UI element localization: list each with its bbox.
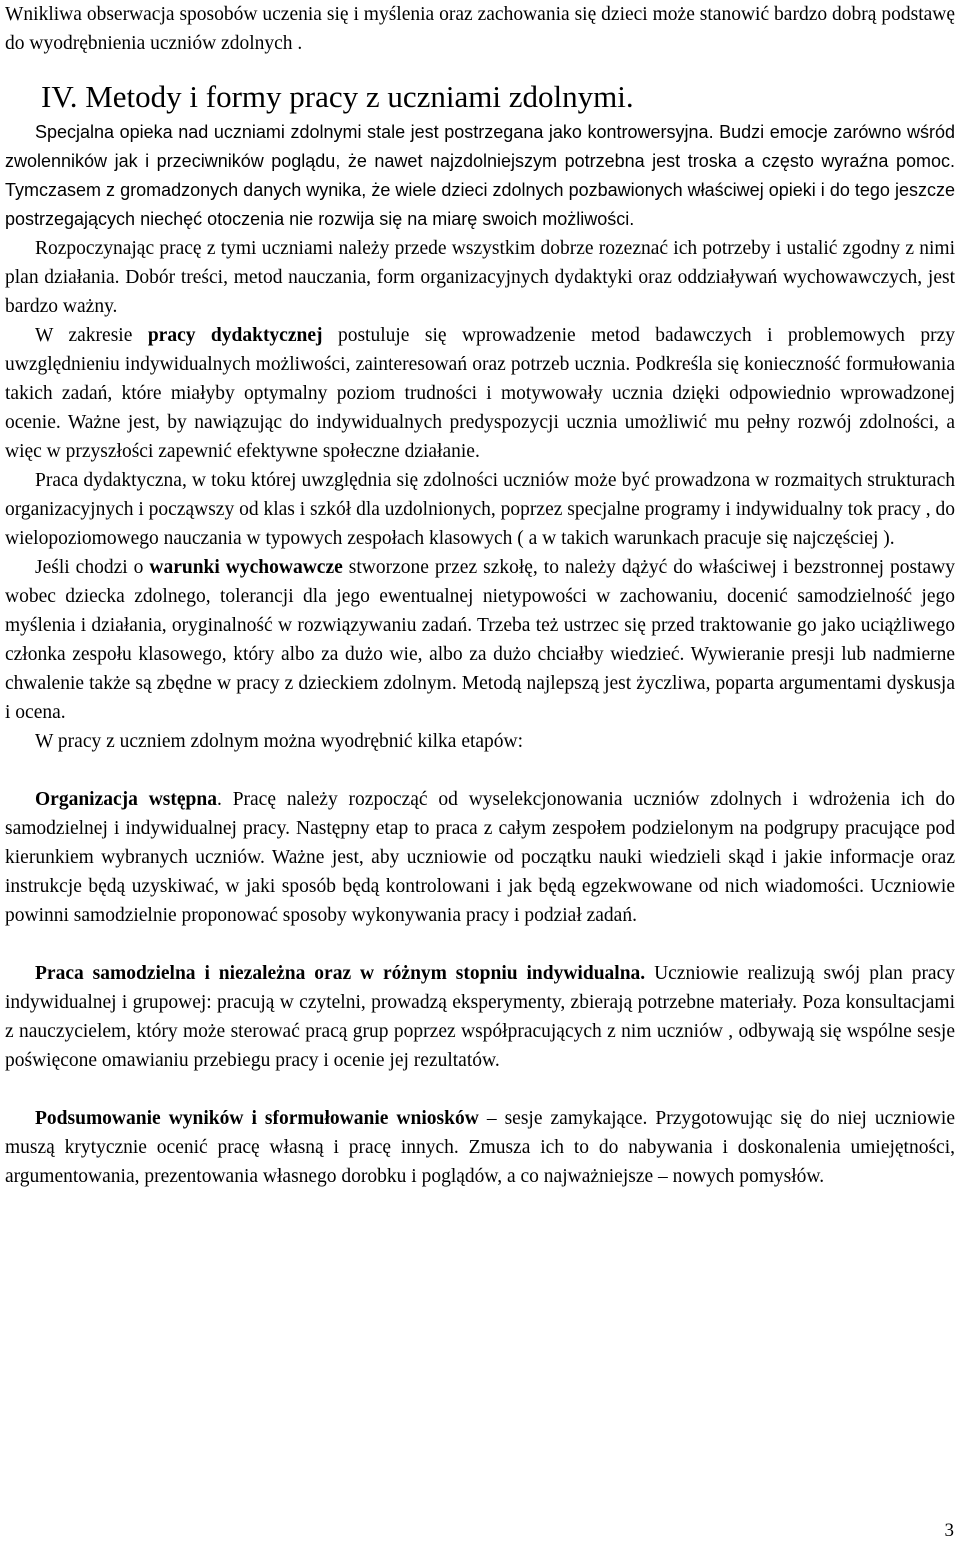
stage-3-title: Podsumowanie wyników i sformułowanie wniosków [35,1108,479,1129]
spacer [5,756,955,785]
paragraph-3-start: W zakresie [35,325,148,346]
paragraph-1-cont: Tymczasem z gromadzonych danych wynika, że wiele dzieci zdolnych pozbawionych właściwej opieki i do tego jeszcze postrzegających niechęć otoczenia nie rozwija się na miarę swoich możliwości. [5,180,955,229]
spacer [5,1075,955,1104]
paragraph-2 [5,234,955,321]
page-number: 3 [944,1520,954,1541]
stage-3 [5,1104,955,1191]
paragraph-2-cont: Dobór treści, metod nauczania, form organizacyjnych dydaktyki oraz oddziaływań wychowawczych, jest bardzo ważny. [5,267,955,317]
paragraph-4: Praca dydaktyczna, w toku której uwzględnia się zdolności uczniów może być prowadzona w rozmaitych strukturach organizacyjnych i począwszy od klas i szkół dla uzdolnionych, poprzez specjalne programy i indywidualny tok pracy , do wielopoziomowego nauczania w typowych zespołach klasowych ( a w takich warunkach pracuje się najczęściej ). [5,470,955,549]
section-title: IV. Metody i formy pracy z uczniami zdolnymi. [41,79,634,114]
intro-paragraph: Wnikliwa obserwacja sposobów uczenia się i myślenia oraz zachowania się dzieci może stanowić bardzo dobrą podstawę do wyodrębnienia uczniów zdolnych . [5,4,955,54]
paragraph-1 [5,118,955,234]
stage-2 [5,959,955,1075]
stage-2-title: Praca samodzielna i niezależna oraz w różnym stopniu indywidualna. [35,963,646,984]
paragraph-5-start: Jeśli chodzi o [35,557,150,578]
paragraph-2-text: Rozpoczynając pracę z tymi uczniami należy przede wszystkim dobrze rozeznać ich potrzeby i ustalić zgodny z nimi plan działania. [5,238,955,288]
spacer [5,930,955,959]
paragraph-1-text: Specjalna opieka nad uczniami zdolnymi stale jest postrzegana jako kontrowersyjna. Budzi emocje zarówno wśród zwolenników jak i przeciwników poglądu, że nawet najzdolniejszym potrzebna jest troska a często wyraźna pomoc. [5,122,955,171]
stage-1-text: . Pracę należy rozpocząć od wyselekcjonowania uczniów zdolnych i wdrożenia ich do samodzielnej i indywidualnej pracy. Następny etap to praca z całym zespołem podzielonym na podgrupy pracujące pod kierunkiem wybranych uczniów. Ważne jest, aby uczniowie od początku nauki wiedzieli skąd i jakie informacje oraz instrukcje będą uzyskiwać, w jaki sposób będą kontrolowani i jak będą egzekwowane od nich wiadomości. Uczniowie powinni samodzielnie proponować sposoby wykonywania pracy i podział zadań. [5,789,955,926]
document-page [5,0,955,1191]
stage-3-text: – sesje zamykające. Przygotowując się do niej uczniowie muszą krytycznie ocenić pracę własną i pracę innych. Zmusza ich to do nabywania i doskonalenia umiejętności, argumentowania, prezentowania własnego dorobku i poglądów, a co najważniejsze – nowych pomysłów. [5,1108,955,1187]
paragraph-6: W pracy z uczniem zdolnym można wyodrębnić kilka etapów: [35,731,524,752]
paragraph-5-rest: stworzone przez szkołę, to należy dążyć do właściwej i bezstronnej postawy wobec dziecka zdolnego, tolerancji dla jego ewentualnej nietypowości w zachowaniu, docenić samodzielność jego myślenia i działania, oryginalność w rozwiązywaniu zadań. Trzeba też ustrzec się przed traktowanie go jako uciążliwego członka zespołu klasowego, który albo za dużo wie, albo za dużo chciałby wiedzieć. Wywieranie presji lub nadmierne chwalenie także są zbędne w pracy z dzieckiem zdolnym. Metodą najlepszą jest życzliwa, poparta argumentami dyskusja i ocena. [5,557,956,723]
paragraph-3-rest: postuluje się wprowadzenie metod badawczych i problemowych przy uwzględnieniu indywidualnych możliwości, zainteresowań oraz potrzeb ucznia. Podkreśla się konieczność formułowania takich zadań, które miałyby optymalny poziom trudności i motywowały ucznia dzięki odpowiednio wprowadzonej ocenie. Ważne jest, by nawiązując do indywidualnych predyspozycji ucznia umożliwić mu pełny rozwój zdolności, a więc w przyszłości zapewnić efektywne społeczne działanie. [5,325,955,462]
stage-1-title: Organizacja wstępna [35,789,217,810]
paragraph-3-bold: pracy dydaktycznej [147,325,323,346]
stage-2-text: Uczniowie realizują swój plan pracy indywidualnej i grupowej: pracują w czytelni, prowadzą eksperymenty, zbierają potrzebne materiały. Poza konsultacjami z nauczycielem, który może sterować pracą grup poprzez współpracujących z nim uczniów , odbywają się wspólne sesje poświęcone omawianiu przebiegu pracy i ocenie jej rezultatów. [5,963,955,1071]
stage-1 [5,785,955,930]
paragraph-5-bold: warunki wychowawcze [149,557,343,578]
paragraph-5 [5,553,955,727]
paragraph-3 [5,321,955,466]
